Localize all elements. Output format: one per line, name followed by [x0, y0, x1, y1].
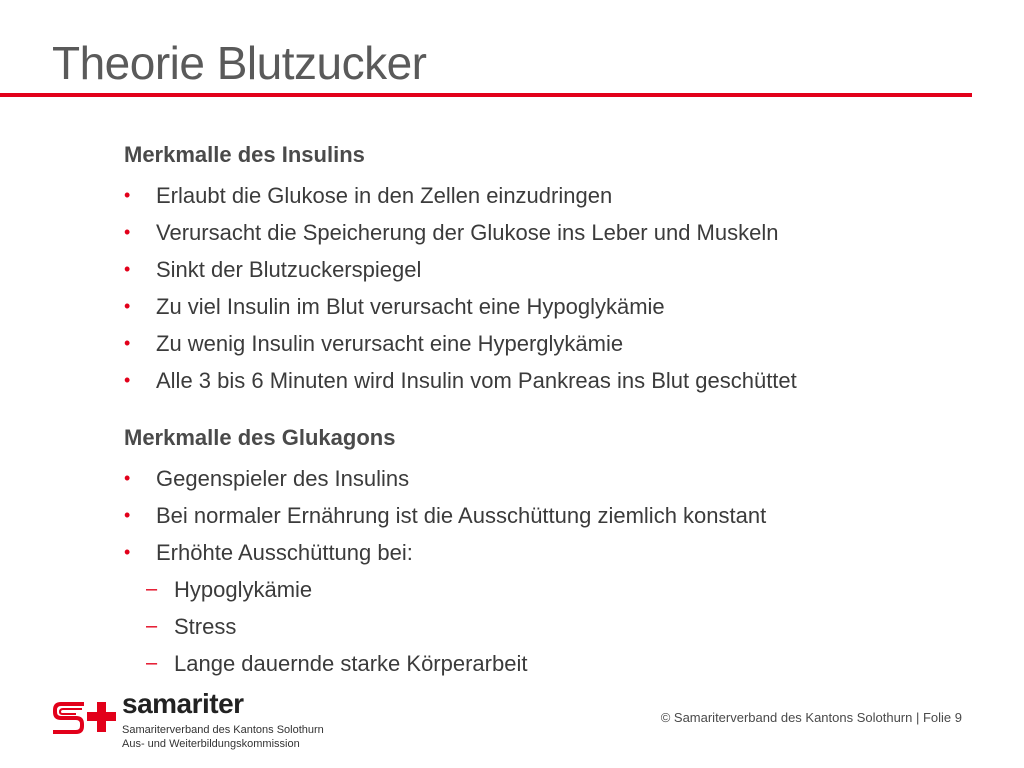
list-item: • Alle 3 bis 6 Minuten wird Insulin vom Pankreas ins Blut geschüttet	[124, 362, 797, 399]
bullet-icon: •	[124, 333, 131, 353]
list-item: • Zu wenig Insulin verursacht eine Hyperglykämie	[124, 325, 797, 362]
bullet-icon: •	[124, 259, 131, 279]
list-item: • Gegenspieler des Insulins	[124, 460, 766, 497]
list-item: • Erhöhte Ausschüttung bei:	[124, 534, 766, 571]
sublist-item: – Lange dauernde starke Körperarbeit	[124, 645, 766, 682]
dash-icon: –	[146, 652, 158, 674]
glukagon-list	[124, 460, 766, 682]
bullet-icon: •	[124, 505, 131, 525]
bullet-icon: •	[124, 222, 131, 242]
list-item: • Verursacht die Speicherung der Glukose ins Leber und Muskeln	[124, 214, 797, 251]
bullet-icon: •	[124, 542, 131, 562]
list-item: • Sinkt der Blutzuckerspiegel	[124, 251, 797, 288]
section-heading-glukagon: Merkmalle des Glukagons	[124, 425, 396, 450]
org-commission: Aus- und Weiterbildungskommission	[122, 738, 300, 750]
dash-icon: –	[146, 615, 158, 637]
bullet-icon: •	[124, 296, 131, 316]
sublist-item: – Stress	[124, 608, 766, 645]
insulin-list	[124, 177, 797, 399]
samariter-s-cross-logo-icon	[52, 698, 118, 736]
list-item: • Bei normaler Ernährung ist die Ausschüttung ziemlich konstant	[124, 497, 766, 534]
footer-text: © Samariterverband des Kantons Solothurn | Folie 9	[660, 710, 962, 725]
dash-icon: –	[146, 578, 158, 600]
ausschuettung-sublist	[124, 571, 766, 682]
sublist-item: – Hypoglykämie	[124, 571, 766, 608]
brand-name: samariter	[122, 688, 244, 719]
samariter-logo	[52, 688, 324, 754]
section-heading-insulin: Merkmalle des Insulins	[124, 142, 365, 167]
org-name: Samariterverband des Kantons Solothurn	[122, 724, 324, 736]
sublist-container	[124, 571, 766, 682]
bullet-icon: •	[124, 468, 131, 488]
list-item: • Erlaubt die Glukose in den Zellen einzudringen	[124, 177, 797, 214]
slide-title: Theorie Blutzucker	[52, 37, 427, 89]
bullet-icon: •	[124, 370, 131, 390]
title-divider	[0, 93, 972, 97]
bullet-icon: •	[124, 185, 131, 205]
list-item: • Zu viel Insulin im Blut verursacht eine Hypoglykämie	[124, 288, 797, 325]
